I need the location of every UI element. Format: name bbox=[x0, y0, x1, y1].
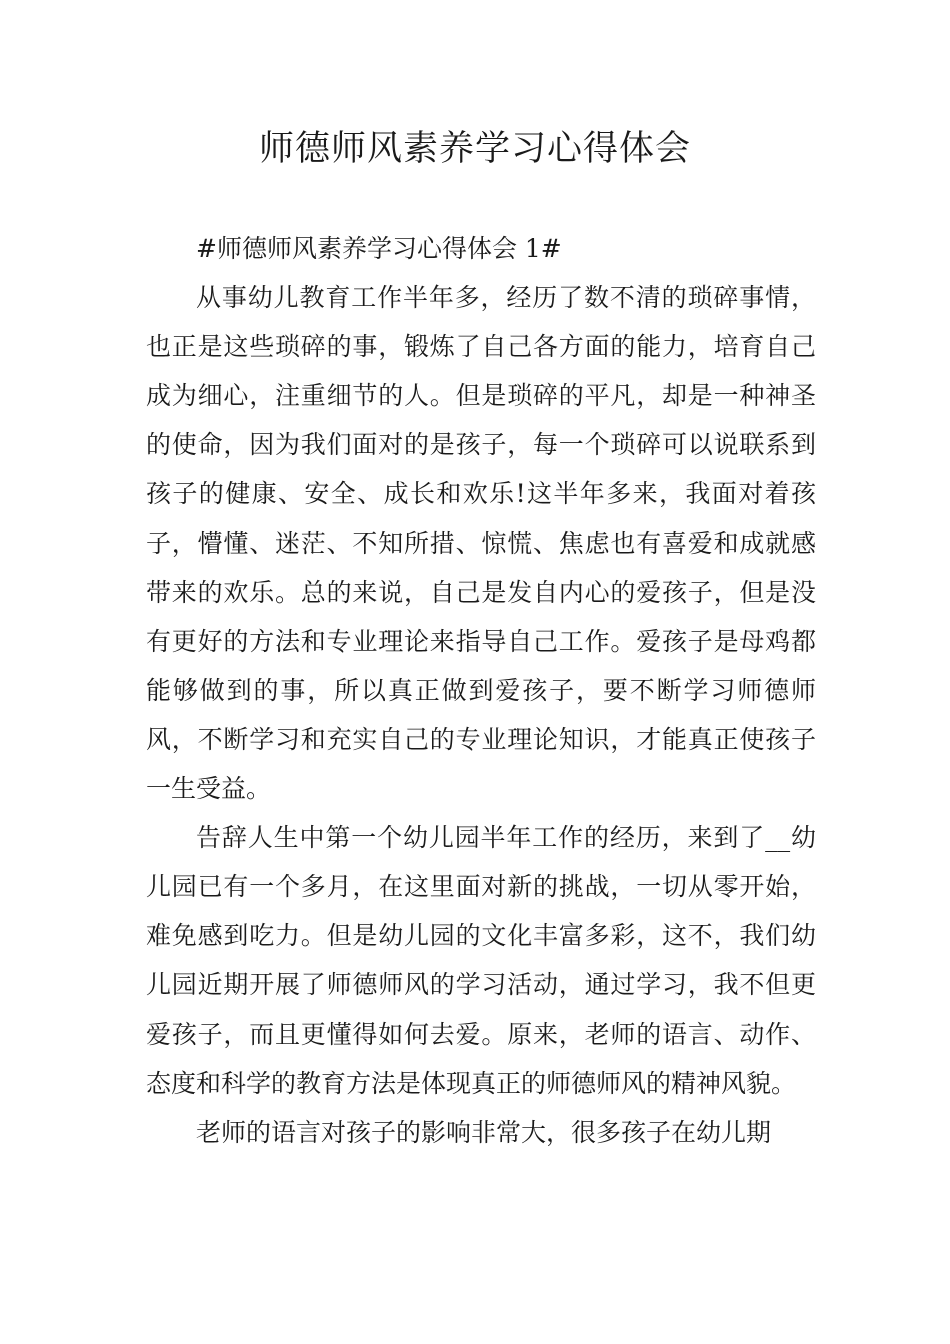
section-heading: #师德师风素养学习心得体会 1# bbox=[196, 234, 562, 263]
document-body bbox=[146, 224, 816, 1157]
paragraph-3: 老师的语言对孩子的影响非常大，很多孩子在幼儿期 bbox=[196, 1117, 772, 1147]
paragraph-1: 从事幼儿教育工作半年多，经历了数不清的琐碎事情，也正是这些琐碎的事，锻炼了自己各方面的能力，培育自己成为细心，注重细节的人。但是琐碎的平凡，却是一种神圣的使命，因为我们面对的是孩子，每一个琐碎可以说联系到孩子的健康、安全、成长和欢乐!这半年多来，我面对着孩子，懵懂、迷茫、不知所措、惊慌、焦虑也有喜爱和成就感带来的欢乐。总的来说，自己是发自内心的爱孩子，但是没有更好的方法和专业理论来指导自己工作。爱孩子是母鸡都能够做到的事，所以真正做到爱孩子，要不断学习师德师风，不断学习和充实自己的专业理论知识，才能真正使孩子一生受益。 bbox=[146, 283, 816, 804]
paragraph-2: 告辞人生中第一个幼儿园半年工作的经历，来到了__幼儿园已有一个多月，在这里面对新的挑战，一切从零开始，难免感到吃力。但是幼儿园的文化丰富多彩，这不，我们幼儿园近期开展了师德师风的学习活动，通过学习，我不但更爱孩子，而且更懂得如何去爱。原来，老师的语言、动作、态度和科学的教育方法是体现真正的师德师风的精神风貌。 bbox=[146, 823, 816, 1098]
document-title: 师德师风素养学习心得体会 bbox=[258, 129, 691, 169]
